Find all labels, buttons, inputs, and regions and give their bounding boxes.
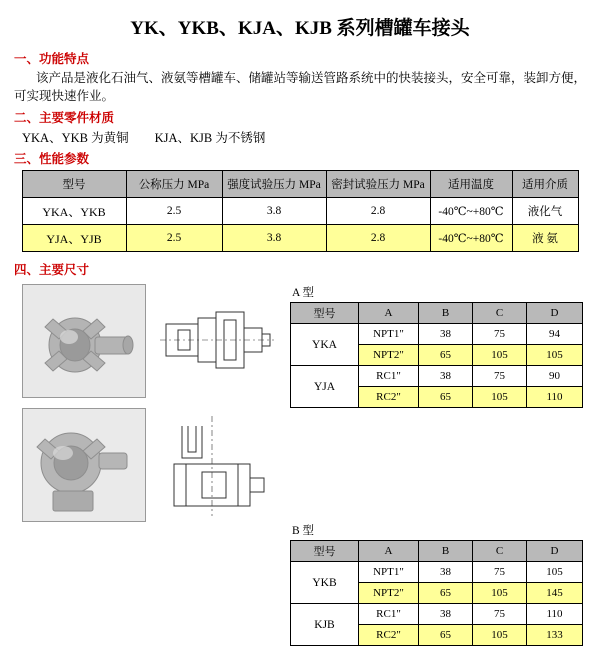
dimension-tables-column bbox=[290, 284, 584, 658]
col-header-d: D bbox=[527, 541, 583, 562]
table-header-row bbox=[291, 303, 583, 324]
cell-d: 110 bbox=[527, 604, 583, 625]
col-header-seal-test-pressure: 密封试验压力 MPa bbox=[326, 171, 430, 198]
cell-c: 75 bbox=[473, 562, 527, 583]
table-row bbox=[291, 604, 583, 625]
table-row bbox=[22, 198, 578, 225]
page-title: YK、YKB、KJA、KJB 系列槽罐车接头 bbox=[130, 18, 470, 39]
cell-c: 105 bbox=[473, 583, 527, 604]
cell-d: 105 bbox=[527, 345, 583, 366]
material-text-steel: KJA、KJB 为不锈钢 bbox=[154, 131, 266, 146]
cell-a: NPT1" bbox=[359, 324, 419, 345]
material-line bbox=[22, 128, 586, 146]
col-header-temperature: 适用温度 bbox=[430, 171, 512, 198]
cell-strength-test-pressure: 3.8 bbox=[222, 198, 326, 225]
table-row bbox=[291, 324, 583, 345]
cell-seal-test-pressure: 2.8 bbox=[326, 198, 430, 225]
cell-temperature: -40℃~+80℃ bbox=[430, 198, 512, 225]
coupling-photo-b bbox=[22, 408, 146, 522]
cell-model: YKA、YKB bbox=[22, 198, 126, 225]
cell-medium: 液化气 bbox=[512, 198, 578, 225]
cell-a: NPT1" bbox=[359, 562, 419, 583]
features-text: 该产品是液化石油气、液氨等槽罐车、储罐站等输送管路系统中的快装接头，安全可靠，装卸方便，可实现快速作业。 bbox=[14, 71, 587, 104]
cell-strength-test-pressure: 3.8 bbox=[222, 225, 326, 252]
cell-b: 38 bbox=[419, 324, 473, 345]
col-header-c: C bbox=[473, 303, 527, 324]
coupling-photo-a-graphic bbox=[23, 285, 145, 397]
cell-d: 90 bbox=[527, 366, 583, 387]
col-header-strength-test-pressure: 强度试验压力 MPa bbox=[222, 171, 326, 198]
type-label-a: A 型 bbox=[292, 287, 315, 300]
cell-d: 145 bbox=[527, 583, 583, 604]
cell-medium: 液 氨 bbox=[512, 225, 578, 252]
cell-d: 133 bbox=[527, 625, 583, 646]
section-heading-dimensions: 四、主要尺寸 bbox=[14, 263, 90, 278]
col-header-nominal-pressure: 公称压力 MPa bbox=[126, 171, 222, 198]
cell-c: 75 bbox=[473, 366, 527, 387]
cell-a: NPT2" bbox=[359, 345, 419, 366]
coupling-photo-a bbox=[22, 284, 146, 398]
cell-model: YJA bbox=[291, 366, 359, 408]
cell-c: 105 bbox=[473, 387, 527, 408]
table-row bbox=[291, 366, 583, 387]
image-row-b bbox=[22, 408, 272, 522]
cell-nominal-pressure: 2.5 bbox=[126, 198, 222, 225]
coupling-drawing-b bbox=[158, 408, 276, 520]
images-column bbox=[22, 284, 272, 532]
table-header-row bbox=[22, 171, 578, 198]
cell-b: 38 bbox=[419, 562, 473, 583]
cell-c: 105 bbox=[473, 345, 527, 366]
cell-b: 65 bbox=[419, 345, 473, 366]
cell-temperature: -40℃~+80℃ bbox=[430, 225, 512, 252]
col-header-model: 型号 bbox=[291, 303, 359, 324]
cell-model: YKA bbox=[291, 324, 359, 366]
col-header-model: 型号 bbox=[291, 541, 359, 562]
table-row bbox=[22, 225, 578, 252]
col-header-c: C bbox=[473, 541, 527, 562]
type-label-b: B 型 bbox=[292, 525, 315, 538]
cell-seal-test-pressure: 2.8 bbox=[326, 225, 430, 252]
cell-a: RC1" bbox=[359, 366, 419, 387]
cell-c: 75 bbox=[473, 324, 527, 345]
col-header-b: B bbox=[419, 303, 473, 324]
coupling-drawing-a bbox=[158, 284, 276, 396]
cell-d: 94 bbox=[527, 324, 583, 345]
table-header-row bbox=[291, 541, 583, 562]
col-header-a: A bbox=[359, 303, 419, 324]
dimension-table-a bbox=[290, 302, 583, 408]
col-header-d: D bbox=[527, 303, 583, 324]
col-header-a: A bbox=[359, 541, 419, 562]
features-paragraph bbox=[14, 69, 586, 105]
cell-a: RC1" bbox=[359, 604, 419, 625]
col-header-medium: 适用介质 bbox=[512, 171, 578, 198]
section-heading-performance: 三、性能参数 bbox=[14, 152, 90, 167]
cell-c: 75 bbox=[473, 604, 527, 625]
table-row bbox=[291, 562, 583, 583]
cell-d: 105 bbox=[527, 562, 583, 583]
cell-a: NPT2" bbox=[359, 583, 419, 604]
cell-b: 38 bbox=[419, 366, 473, 387]
cell-b: 65 bbox=[419, 583, 473, 604]
performance-table bbox=[22, 170, 579, 252]
dimension-table-b bbox=[290, 540, 583, 646]
cell-model: YJA、YJB bbox=[22, 225, 126, 252]
cell-d: 110 bbox=[527, 387, 583, 408]
section-heading-features: 一、功能特点 bbox=[14, 52, 90, 66]
cell-nominal-pressure: 2.5 bbox=[126, 225, 222, 252]
material-text-brass: YKA、YKB 为黄铜 bbox=[22, 131, 129, 146]
cell-model: KJB bbox=[291, 604, 359, 646]
cell-model: YKB bbox=[291, 562, 359, 604]
coupling-drawing-b-graphic bbox=[158, 408, 276, 520]
cell-b: 38 bbox=[419, 604, 473, 625]
cell-c: 105 bbox=[473, 625, 527, 646]
section-heading-material: 二、主要零件材质 bbox=[14, 111, 115, 126]
col-header-b: B bbox=[419, 541, 473, 562]
coupling-photo-b-graphic bbox=[23, 409, 145, 521]
coupling-drawing-a-graphic bbox=[158, 284, 276, 396]
image-row-a bbox=[22, 284, 272, 398]
col-header-model: 型号 bbox=[22, 171, 126, 198]
cell-b: 65 bbox=[419, 625, 473, 646]
cell-a: RC2" bbox=[359, 625, 419, 646]
cell-b: 65 bbox=[419, 387, 473, 408]
cell-a: RC2" bbox=[359, 387, 419, 408]
